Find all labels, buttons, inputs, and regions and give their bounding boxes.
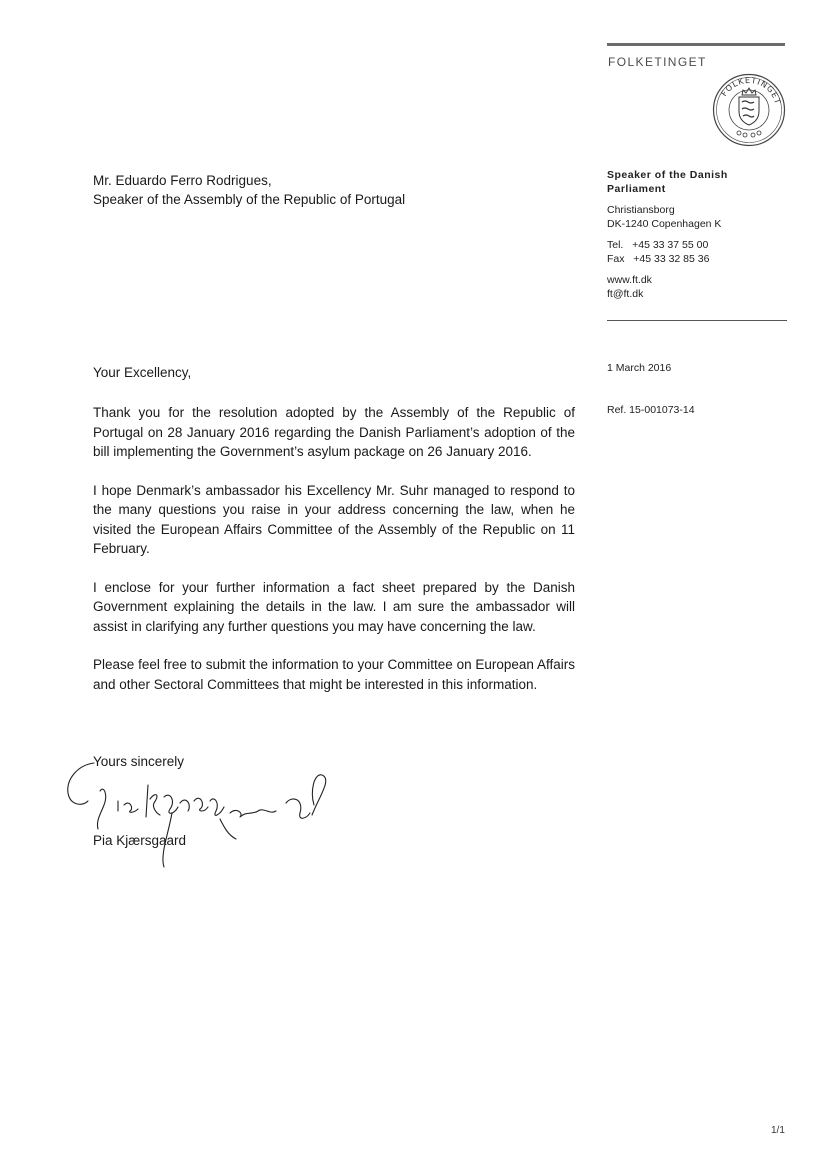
handwritten-signature-icon	[60, 755, 340, 875]
sender-tel: Tel. +45 33 37 55 00	[607, 239, 709, 251]
reference-number: Ref. 15-001073-14	[607, 404, 695, 416]
sender-email: ft@ft.dk	[607, 287, 644, 300]
parliament-seal-icon	[712, 73, 786, 147]
addressee-name: Mr. Eduardo Ferro Rodrigues,	[93, 173, 272, 188]
addressee-title: Speaker of the Assembly of the Republic of Portugal	[93, 192, 406, 207]
paragraph: I hope Denmark’s ambassador his Excellency Mr. Suhr managed to respond to the many questions you raise in your address concerning the law, when he visited the European Affairs Committee of the Assembly of the Republic on 11 February.	[93, 482, 575, 556]
letter-body	[93, 403, 575, 713]
signer-name: Pia Kjærsgaard	[93, 833, 187, 848]
salutation: Your Excellency,	[93, 365, 192, 380]
seal-text: FOLKETINGET	[719, 75, 783, 106]
paragraph: Thank you for the resolution adopted by the Assembly of the Republic of Portugal on 28 January 2016 regarding the Danish Parliament’s adoption of the bill implementing the Government’s asylum package on 26 January 2016.	[93, 405, 575, 459]
sender-block	[607, 169, 787, 301]
sender-web: www.ft.dk	[607, 274, 652, 286]
sender-address-line1: Christiansborg	[607, 204, 675, 216]
sender-title-line1: Speaker of the Danish	[607, 169, 728, 181]
letter-date: 1 March 2016	[607, 362, 672, 374]
paragraph: I enclose for your further information a fact sheet prepared by the Danish Government explaining the details in the law. I am sure the ambassador will assist in clarifying any further questions you may have concerning the law.	[93, 579, 575, 634]
closing: Yours sincerely	[93, 754, 185, 769]
sender-address-line2: DK-1240 Copenhagen K	[607, 217, 722, 230]
letterhead-rule	[607, 43, 785, 46]
sender-rule	[607, 320, 787, 321]
sender-title-line2: Parliament	[607, 182, 666, 195]
addressee-block	[93, 171, 405, 209]
paragraph: Please feel free to submit the information to your Committee on European Affairs and other Sectoral Committees that might be interested in this information.	[93, 657, 575, 692]
page-number: 1/1	[771, 1125, 785, 1136]
sender-fax: Fax +45 33 32 85 36	[607, 252, 710, 265]
brand-name: FOLKETINGET	[608, 55, 707, 69]
